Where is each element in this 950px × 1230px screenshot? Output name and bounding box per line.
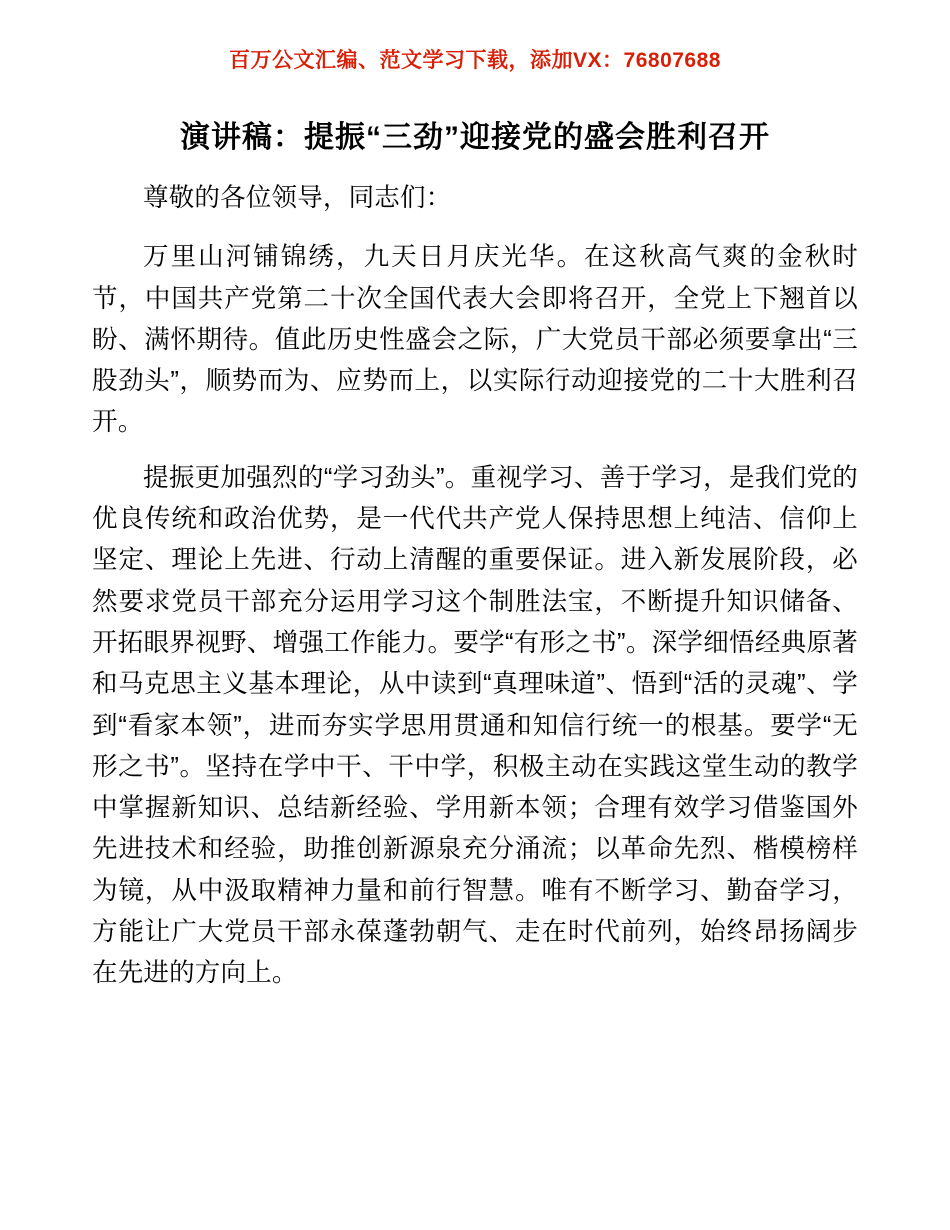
page-title: 演讲稿：提振“三劲”迎接党的盛会胜利召开 — [180, 121, 770, 154]
watermark-banner: 百万公文汇编、范文学习下载，添加VX：76807688 — [229, 49, 721, 72]
paragraph-salutation: 尊敬的各位领导，同志们： — [143, 184, 452, 212]
paragraph-body-1: 万里山河铺锦绣，九天日月庆光华。在这秋高气爽的金秋时节，中国共产党第二十次全国代表大会即将召开，全党上下翘首以盼、满怀期待。值此历史性盛会之际，广大党员干部必须要拿出“三股劲头”，顺势而为、应势而上，以实际行动迎接党的二十大胜利召开。 — [92, 243, 858, 437]
paragraph-body-2: 提振更加强烈的“学习劲头”。重视学习、善于学习，是我们党的优良传统和政治优势，是一代代共产党人保持思想上纯洁、信仰上坚定、理论上先进、行动上清醒的重要保证。进入新发展阶段，必然要求党员干部充分运用学习这个制胜法宝，不断提升知识储备、开拓眼界视野、增强工作能力。要学“有形之书”。深学细悟经典原著和马克思主义基本理论，从中读到“真理味道”、悟到“活的灵魂”、学到“看家本领”，进而夯实学思用贯通和知信行统一的根基。要学“无形之书”。坚持在学中干、干中学，积极主动在实践这堂生动的教学中掌握新知识、总结新经验、学用新本领；合理有效学习借鉴国外先进技术和经验，助推创新源泉充分涌流；以革命先烈、楷模榜样为镜，从中汲取精神力量和前行智慧。唯有不断学习、勤奋学习，方能让广大党员干部永葆蓬勃朝气、走在时代前列，始终昂扬阔步在先进的方向上。 — [92, 463, 858, 988]
